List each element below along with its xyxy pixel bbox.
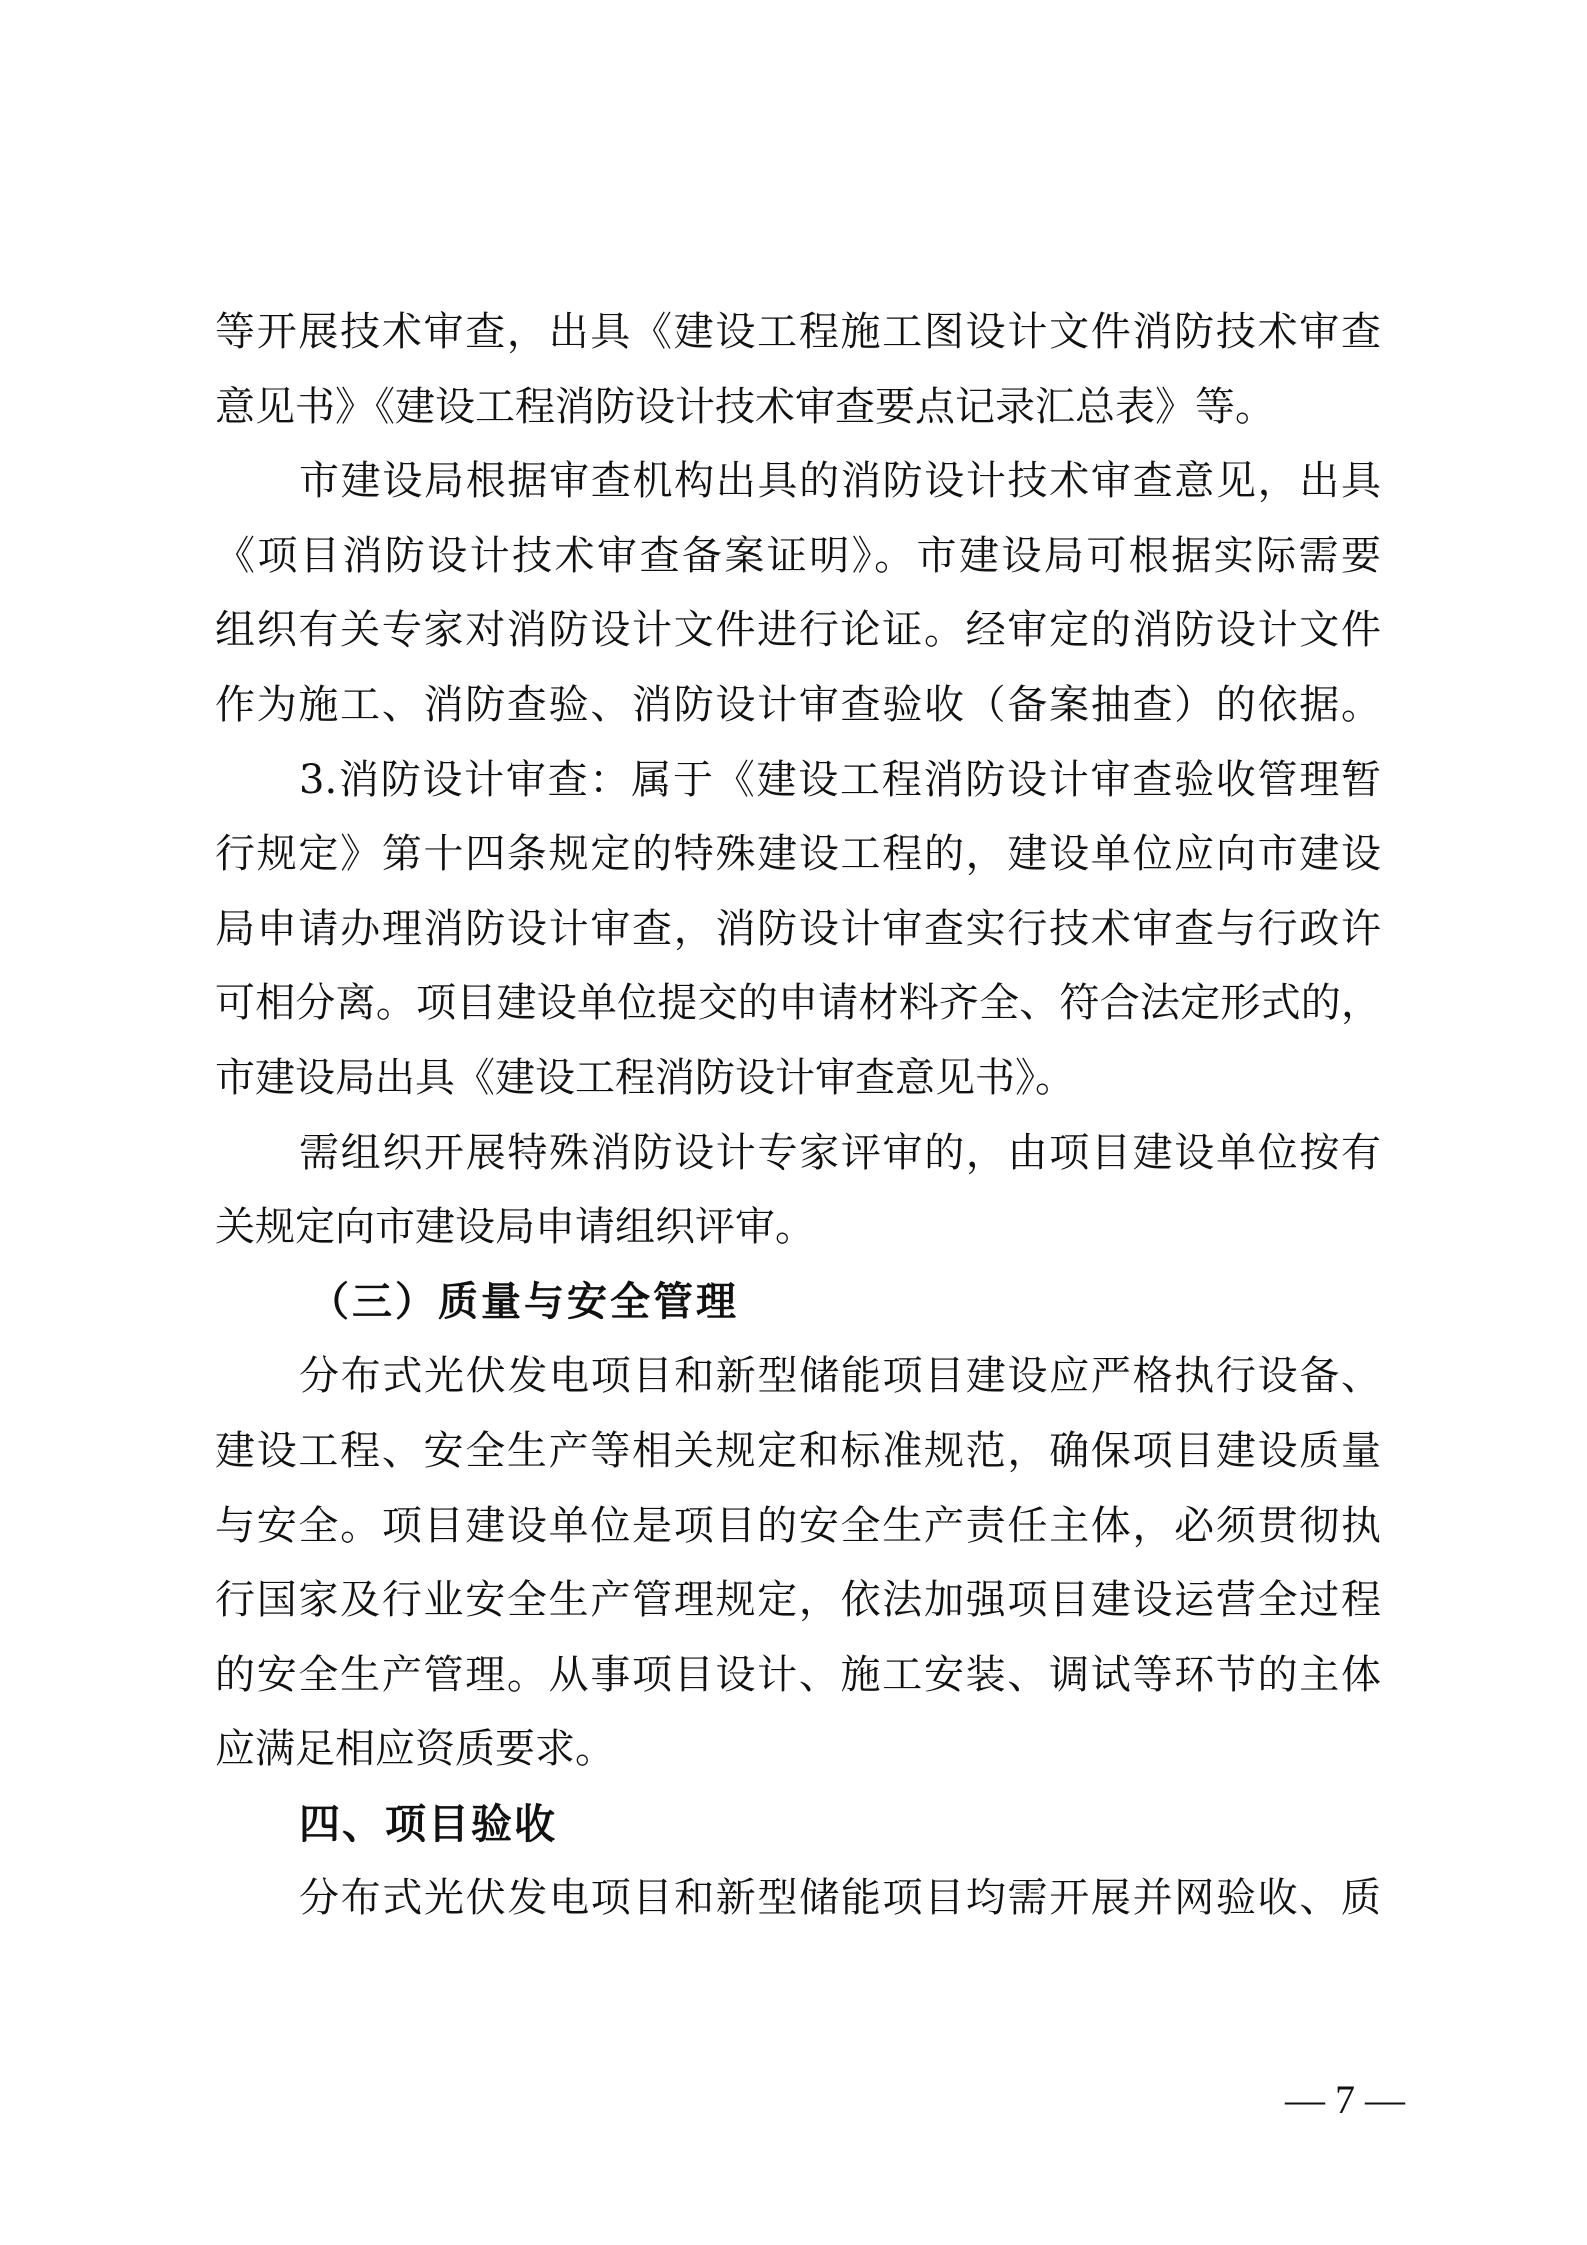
paragraph-first-line: 3.消防设计审查：属于《建设工程消防设计审查验收管理暂 (299, 756, 1381, 803)
text-line: 行规定》第十四条规定的特殊建设工程的，建设单位应向市建设 (215, 831, 1381, 878)
section-heading: 四、项目验收 (299, 1799, 557, 1848)
text-line: 等开展技术审查，出具《建设工程施工图设计文件消防技术审查 (215, 309, 1381, 355)
text-line: 《项目消防设计技术审查备案证明》。市建设局可根据实际需要 (215, 532, 1381, 579)
text-line: 组织有关专家对消防设计文件进行论证。经审定的消防设计文件 (215, 607, 1381, 654)
text-line: 的安全生产管理。从事项目设计、施工安装、调试等环节的主体 (215, 1651, 1381, 1698)
text-line: 与安全。项目建设单位是项目的安全生产责任主体，必须贯彻执 (215, 1502, 1381, 1549)
paragraph-first-line: 需组织开展特殊消防设计专家评审的，由项目建设单位按有 (299, 1129, 1381, 1176)
text-line: 行国家及行业安全生产管理规定，依法加强项目建设运营全过程 (215, 1577, 1381, 1624)
text-line: 建设工程、安全生产等相关规定和标准规范，确保项目建设质量 (215, 1427, 1381, 1474)
text-line: 关规定向市建设局申请组织评审。 (215, 1204, 815, 1251)
document-body (215, 295, 1381, 1936)
text-line: 市建设局出具《建设工程消防设计审查意见书》。 (215, 1054, 1075, 1101)
text-line: 应满足相应资质要求。 (215, 1726, 615, 1773)
text-line: 作为施工、消防查验、消防设计审查验收（备案抽查）的依据。 (215, 681, 1381, 728)
text-line: 意见书》《建设工程消防设计技术审查要点记录汇总表》等。 (215, 383, 1275, 430)
paragraph-first-line: 市建设局根据审查机构出具的消防设计技术审查意见，出具 (299, 458, 1381, 505)
text-line: 可相分离。项目建设单位提交的申请材料齐全、符合法定形式的， (215, 980, 1381, 1027)
text-line: 局申请办理消防设计审查，消防设计审查实行技术审查与行政许 (215, 905, 1381, 952)
paragraph-first-line: 分布式光伏发电项目和新型储能项目建设应严格执行设备、 (299, 1353, 1381, 1400)
paragraph-first-line: 分布式光伏发电项目和新型储能项目均需开展并网验收、质 (299, 1875, 1381, 1922)
page-number: — 7 — (1285, 2077, 1405, 2122)
subsection-heading: （三）质量与安全管理 (309, 1278, 739, 1325)
